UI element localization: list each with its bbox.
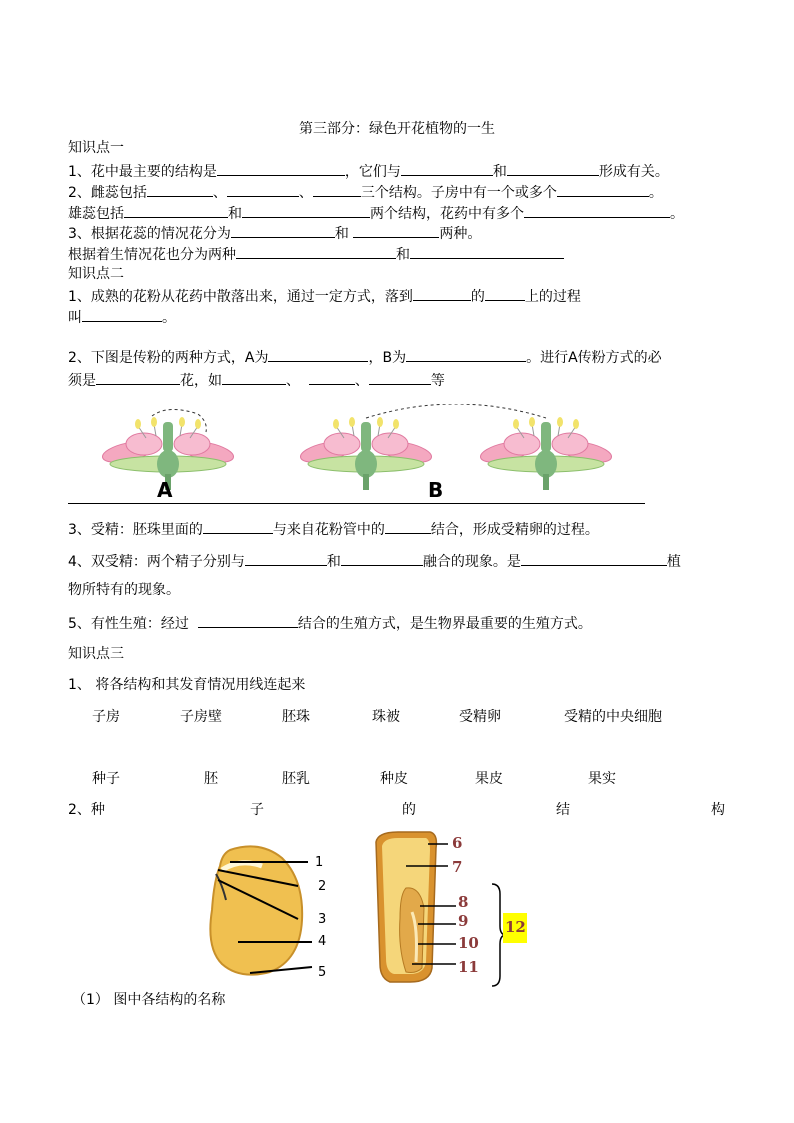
list-item[interactable]: 胚珠 [282, 709, 310, 725]
list-item[interactable]: 子房 [92, 709, 120, 725]
fill-blank[interactable] [524, 202, 670, 218]
bean-label: 4 [318, 934, 327, 949]
corn-label: 10 [458, 934, 479, 952]
corn-label: 6 [452, 834, 463, 852]
corn-seed-diagram [368, 828, 458, 988]
section-heading-3: 知识点三 [68, 646, 124, 662]
divider [68, 503, 645, 504]
k1-line-1: 1、花中最主要的结构是 ，它们与 和 形成有关。 [68, 160, 669, 182]
k2-para-1: 1、成熟的花粉从花药中散落出来，通过一定方式，落到 的 上的过程 [68, 285, 581, 307]
k1-line-5: 根据着生情况花也分为两种 和 [68, 243, 564, 265]
list-item[interactable]: 果实 [588, 771, 616, 787]
fill-blank[interactable] [557, 181, 649, 197]
list-item[interactable]: 种子 [92, 771, 120, 787]
fill-blank[interactable] [227, 181, 299, 197]
k3-question-2: 2、种 子 的 结 构 [68, 802, 725, 818]
label-a: A [157, 478, 173, 502]
k2-para-3: 3、受精：胚珠里面的 与来自花粉管中的 结合，形成受精卵的过程。 [68, 518, 599, 540]
fill-blank[interactable] [198, 612, 298, 628]
k2-para-2: 2、下图是传粉的两种方式，A为 ，B为 。进行A传粉方式的必 [68, 346, 662, 368]
fill-blank[interactable] [236, 243, 396, 259]
bean-label: 1 [315, 855, 324, 870]
fill-blank[interactable] [341, 550, 423, 566]
fill-blank[interactable] [413, 285, 471, 301]
fill-blank[interactable] [385, 518, 431, 534]
k3-sub-question-1: （1） 图中各结构的名称 [72, 992, 226, 1008]
fill-blank[interactable] [507, 160, 599, 176]
corn-label: 8 [458, 893, 469, 911]
corn-label: 7 [452, 858, 463, 876]
list-item[interactable]: 受精的中央细胞 [564, 709, 662, 725]
bean-label: 5 [318, 965, 327, 980]
label-b: B [428, 478, 444, 502]
fill-blank[interactable] [217, 160, 345, 176]
fill-blank[interactable] [353, 222, 439, 238]
list-item[interactable]: 胚 [204, 771, 218, 787]
k2-para-4-cont: 物所特有的现象。 [68, 582, 180, 598]
development-row [68, 768, 728, 788]
k1-line-3: 雄蕊包括 和 两个结构，花药中有多个 。 [68, 202, 684, 224]
fill-blank[interactable] [521, 550, 667, 566]
fill-blank[interactable] [268, 346, 368, 362]
structure-row [68, 706, 728, 726]
k1-line-4: 3、根据花蕊的情况花分为 和 两种。 [68, 222, 481, 244]
list-item[interactable]: 受精卵 [459, 709, 501, 725]
fill-blank[interactable] [406, 346, 526, 362]
k2-para-5: 5、有性生殖：经过 结合的生殖方式，是生物界最重要的生殖方式。 [68, 612, 592, 634]
fill-blank[interactable] [124, 202, 228, 218]
flower-b1-icon [299, 417, 434, 490]
bean-label: 3 [318, 912, 327, 927]
k2-para-1-cont: 叫 。 [68, 306, 176, 328]
fill-blank[interactable] [222, 369, 286, 385]
fill-blank[interactable] [401, 160, 493, 176]
fill-blank[interactable] [245, 550, 327, 566]
k2-para-2-cont: 须是 花，如 、 、 等 [68, 369, 445, 391]
fill-blank[interactable] [82, 306, 162, 322]
k3-question-1: 1、 将各结构和其发育情况用线连起来 [68, 677, 306, 693]
fill-blank[interactable] [147, 181, 213, 197]
corn-label: 9 [458, 912, 469, 930]
section-heading-1: 知识点一 [68, 140, 124, 156]
pollination-diagram [96, 404, 656, 494]
k2-para-4: 4、双受精：两个精子分别与 和 融合的现象。是 植 [68, 550, 681, 572]
bean-label: 2 [318, 879, 327, 894]
list-item[interactable]: 珠被 [372, 709, 400, 725]
section-heading-2: 知识点二 [68, 266, 124, 282]
corn-label-12: 12 [505, 918, 526, 936]
fill-blank[interactable] [203, 518, 273, 534]
list-item[interactable]: 胚乳 [282, 771, 310, 787]
fill-blank[interactable] [410, 243, 564, 259]
fill-blank[interactable] [485, 285, 525, 301]
fill-blank[interactable] [313, 181, 361, 197]
fill-blank[interactable] [242, 202, 370, 218]
fill-blank[interactable] [231, 222, 335, 238]
corn-label: 11 [458, 958, 479, 976]
fill-blank[interactable] [309, 369, 355, 385]
list-item[interactable]: 种皮 [380, 771, 408, 787]
fill-blank[interactable] [369, 369, 431, 385]
flower-b2-icon [479, 417, 614, 490]
k1-line-2: 2、雌蕊包括 、 、 三个结构。子房中有一个或多个 。 [68, 181, 663, 203]
list-item[interactable]: 子房壁 [180, 709, 222, 725]
fill-blank[interactable] [96, 369, 180, 385]
list-item[interactable]: 果皮 [475, 771, 503, 787]
page-title: 第三部分：绿色开花植物的一生 [299, 121, 495, 137]
